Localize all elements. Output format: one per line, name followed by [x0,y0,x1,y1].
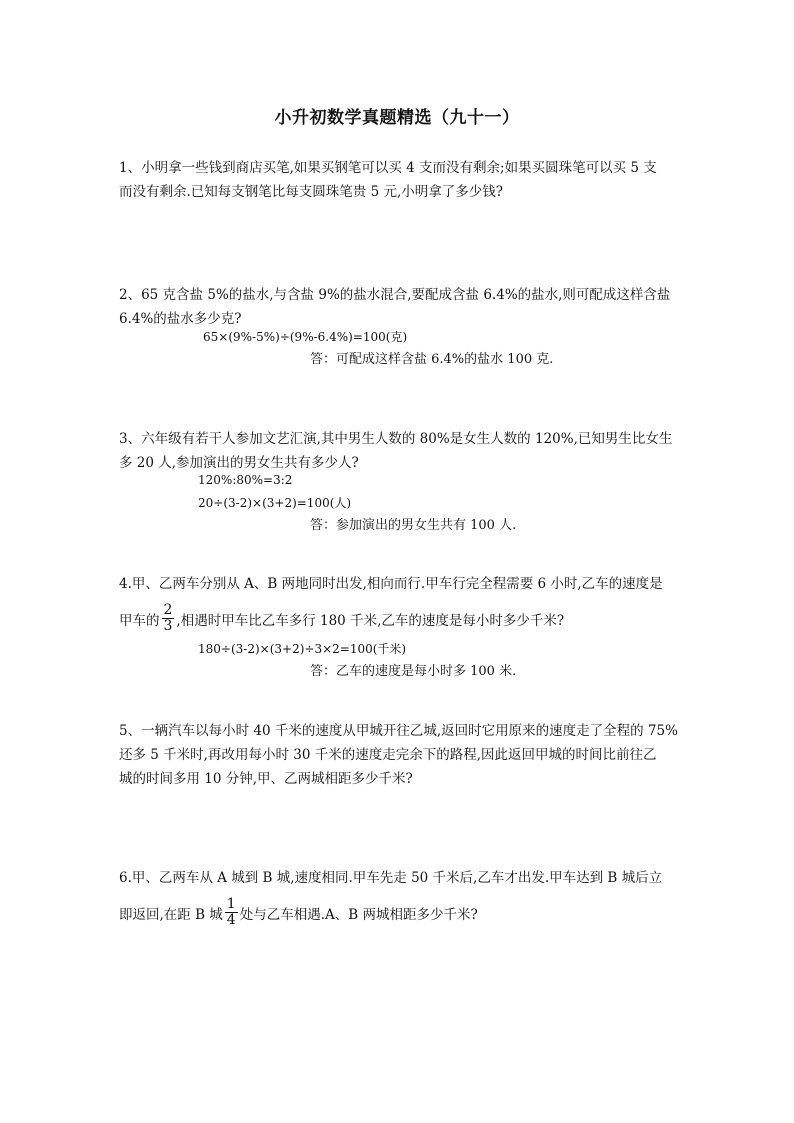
question-2-work-1: 65×(9%-5%)÷(9%-6.4%)=100(克) [203,330,408,344]
question-6-line-2 [119,896,679,931]
question-3 [119,427,679,475]
question-4 [119,572,679,637]
question-3-work-2: 20÷(3-2)×(3+2)=100(人) [198,496,352,510]
question-1 [119,156,679,204]
question-1-line-1: 1、小明拿一些钱到商店买笔,如果买钢笔可以买 4 支而没有剩余;如果买圆珠笔可以买 5 支 [119,160,657,176]
question-2-line-2: 6.4%的盐水多少克? [119,311,242,327]
fraction-numerator: 1 [226,896,236,912]
fraction-numerator: 2 [163,602,173,618]
question-5 [119,719,679,791]
question-1-line-2: 而没有剩余.已知每支钢笔比每支圆珠笔贵 5 元,小明拿了多少钱? [119,184,503,200]
question-4-work-1: 180÷(3-2)×(3+2)÷3×2=100(千米) [198,642,407,656]
question-4-line-2-prefix: 甲车的 [119,613,160,629]
question-5-line-2: 还多 5 千米时,再改用每小时 30 千米的速度走完余下的路程,因此返回甲城的时间比前往乙 [119,747,657,763]
question-3-answer: 答：参加演出的男女生共有 100 人. [310,518,517,533]
question-6-line-1: 6.甲、乙两车从 A 城到 B 城,速度相同.甲车先走 50 千米后,乙车才出发.甲车达到 B 城后立 [119,870,663,886]
question-5-line-1: 5、一辆汽车以每小时 40 千米的速度从甲城开往乙城,返回时它用原来的速度走了全程的 75% [119,723,678,739]
question-4-line-2-suffix: ,相遇时甲车比乙车多行 180 千米,乙车的速度是每小时多少千米? [176,613,565,629]
question-4-answer: 答：乙车的速度是每小时多 100 米. [310,664,517,679]
question-4-line-1: 4.甲、乙两车分别从 A、B 两地同时出发,相向而行.甲车行完全程需要 6 小时,乙车的速度是 [119,576,663,592]
page-title: 小升初数学真题精选（九十一） [274,108,520,128]
question-3-work-1: 120%:80%=3:2 [198,473,293,487]
question-2 [119,283,679,331]
fraction-denominator: 4 [226,912,236,928]
fraction-one-quarter [225,897,238,928]
question-4-line-2 [119,602,679,637]
question-2-line-1: 2、65 克含盐 5%的盐水,与含盐 9%的盐水混合,要配成含盐 6.4%的盐水,则可配成这样含盐 [119,287,671,303]
fraction-denominator: 3 [163,618,173,634]
question-6 [119,866,679,931]
question-6-line-2-suffix: 处与乙车相遇.A、B 两城相距多少千米? [239,907,478,923]
question-2-answer: 答：可配成这样含盐 6.4%的盐水 100 克. [310,352,554,367]
fraction-two-thirds [162,603,175,634]
question-3-line-2: 多 20 人,参加演出的男女生共有多少人? [119,455,359,471]
question-3-line-1: 3、六年级有若干人参加文艺汇演,其中男生人数的 80%是女生人数的 120%,已知男生比女生 [119,431,673,447]
question-5-line-3: 城的时间多用 10 分钟,甲、乙两城相距多少千米? [119,771,413,787]
question-6-line-2-prefix: 即返回,在距 B 城 [119,907,223,923]
